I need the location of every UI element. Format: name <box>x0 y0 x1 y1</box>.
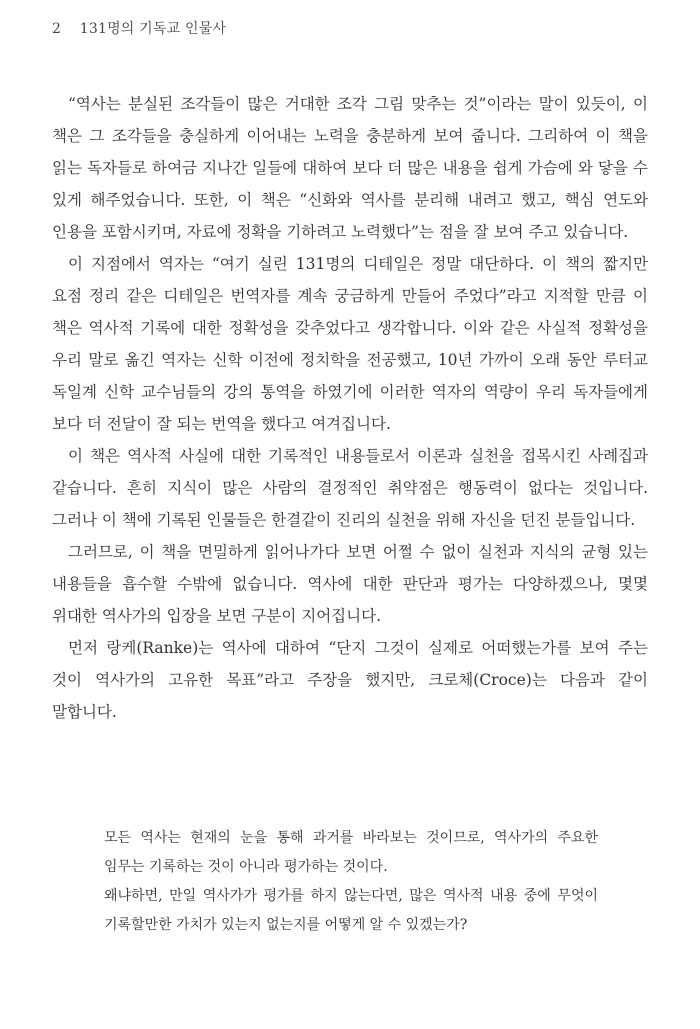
paragraph: 그러므로, 이 책을 면밀하게 읽어나가다 보면 어쩔 수 없이 실천과 지식의 균형 있는 내용들을 흡수할 수밖에 없습니다. 역사에 대한 판단과 평가는 다양하겠으나, 몇몇 위대한 역사가의 입장을 보면 구분이 지어집니다. <box>52 543 648 625</box>
quote-paragraph: 왜냐하면, 만일 역사가가 평가를 하지 않는다면, 많은 역사적 내용 중에 무엇이 기록할만한 가치가 있는지 없는지를 어떻게 알 수 있겠는가? <box>104 888 598 933</box>
quote-paragraph: 모든 역사는 현재의 눈을 통해 과거를 바라보는 것이므로, 역사가의 주요한 임무는 기록하는 것이 아니라 평가하는 것이다. <box>104 830 598 875</box>
main-text <box>52 88 648 728</box>
running-header <box>52 18 226 38</box>
paragraph: “역사는 분실된 조각들이 많은 거대한 조각 그림 맞추는 것”이라는 말이 있듯이, 이 책은 그 조각들을 충실하게 이어내는 노력을 충분하게 보여 줍니다. 그리하여 이 책을 읽는 독자들로 하여금 지나간 일들에 대하여 보다 더 많은 내용을 쉽게 가슴에 와 닿을 수 있게 해주었습니다. 또한, 이 책은 “신화와 역사를 분리해 내려고 했고, 핵심 연도와 인용을 포함시키며, 자료에 정확을 기하려고 노력했다”는 점을 잘 보여 주고 있습니다. <box>52 95 648 241</box>
paragraph: 먼저 랑케(Ranke)는 역사에 대하여 “단지 그것이 실제로 어떠했는가를 보여 주는 것이 역사가의 고유한 목표”라고 주장을 했지만, 크로체(Croce)는 다음과 같이 말합니다. <box>52 639 648 721</box>
block-quote <box>104 824 598 940</box>
paragraph: 이 지점에서 역자는 “여기 실린 131명의 디테일은 정말 대단하다. 이 책의 짧지만 요점 정리 같은 디테일은 번역자를 계속 궁금하게 만들어 주었다”라고 지적할 만큼 이 책은 역사적 기록에 대한 정확성을 갖추었다고 생각합니다. 이와 같은 사실적 정확성을 우리 말로 옮긴 역자는 신학 이전에 정치학을 전공했고, 10년 가까이 오래 동안 루터교 독일계 신학 교수님들의 강의 통역을 하였기에 이러한 역자의 역량이 우리 독자들에게 보다 더 전달이 잘 되는 번역을 했다고 여겨집니다. <box>52 255 648 433</box>
paragraph: 이 책은 역사적 사실에 대한 기록적인 내용들로서 이론과 실천을 접목시킨 사례집과 같습니다. 흔히 지식이 많은 사람의 결정적인 취약점은 행동력이 없다는 것입니다. 그러나 이 책에 기록된 인물들은 한결같이 진리의 실천을 위해 자신을 던진 분들입니다. <box>52 447 648 529</box>
book-title: 131명의 기독교 인물사 <box>79 21 227 37</box>
page-number: 2 <box>52 21 62 37</box>
